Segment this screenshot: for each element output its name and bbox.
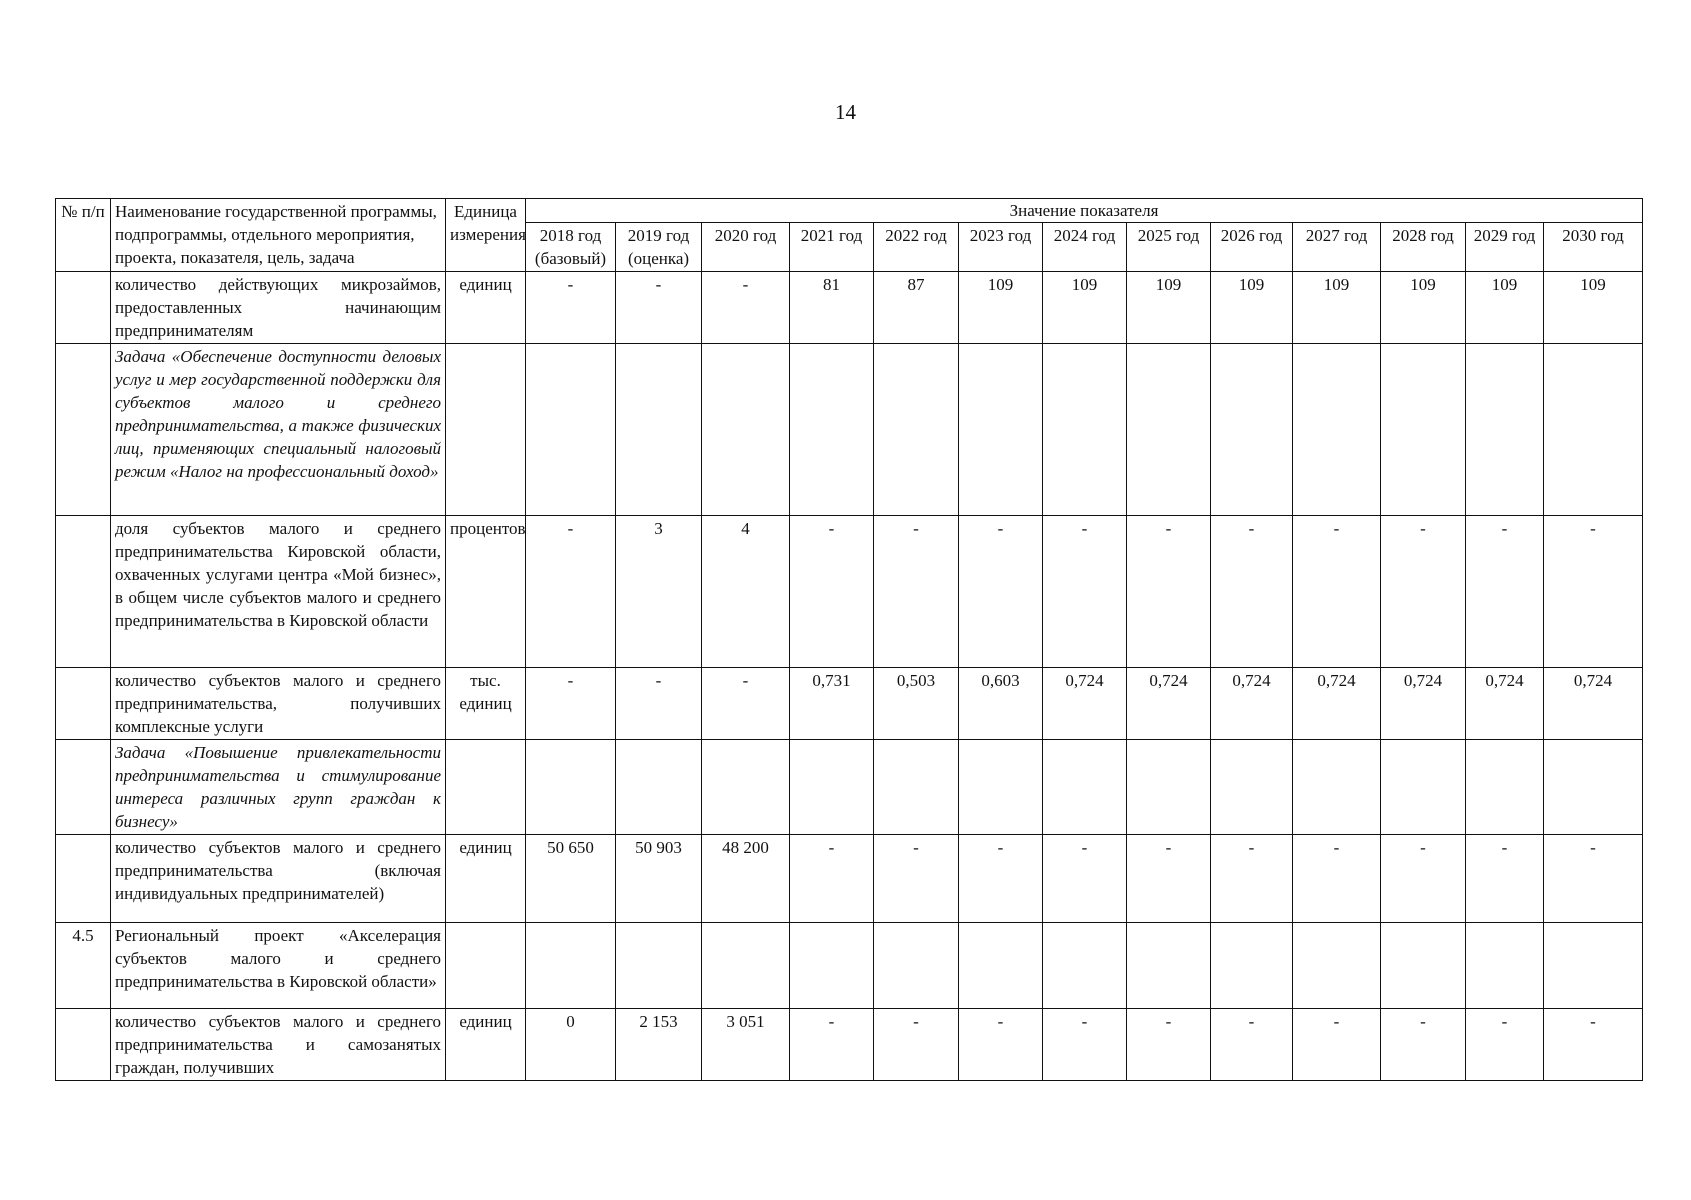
row-value [1293, 344, 1381, 516]
row-value: - [1211, 516, 1293, 668]
row-value [1293, 923, 1381, 1009]
row-value: 50 650 [526, 835, 616, 923]
header-value-group: Значение показателя [526, 199, 1643, 223]
row-value: 0,731 [790, 668, 874, 740]
table-body [56, 272, 1643, 1081]
row-value: - [1544, 1009, 1643, 1081]
table-row [56, 1009, 1643, 1081]
row-name: количество субъектов малого и среднего предпринимательства и самозанятых граждан, получивших [111, 1009, 446, 1081]
row-value: 109 [1043, 272, 1127, 344]
row-value: - [616, 668, 702, 740]
row-value: 109 [1293, 272, 1381, 344]
row-value: - [790, 1009, 874, 1081]
row-value: - [1544, 516, 1643, 668]
row-value: - [1211, 1009, 1293, 1081]
row-value [1544, 923, 1643, 1009]
row-number [56, 1009, 111, 1081]
header-year: 2027 год [1293, 223, 1381, 272]
row-value [526, 923, 616, 1009]
row-value: - [1381, 835, 1466, 923]
header-year: 2018 год (базовый) [526, 223, 616, 272]
row-unit: процентов [446, 516, 526, 668]
table-row [56, 272, 1643, 344]
row-value: - [702, 272, 790, 344]
row-number [56, 668, 111, 740]
row-value: - [1127, 1009, 1211, 1081]
header-year: 2020 год [702, 223, 790, 272]
row-value: 0,603 [959, 668, 1043, 740]
row-value: 87 [874, 272, 959, 344]
header-year: 2025 год [1127, 223, 1211, 272]
row-value: 109 [1544, 272, 1643, 344]
row-number [56, 740, 111, 835]
row-value: - [702, 668, 790, 740]
header-unit: Единица измерения [446, 199, 526, 272]
row-value: 50 903 [616, 835, 702, 923]
row-value: - [1381, 1009, 1466, 1081]
row-value [526, 344, 616, 516]
row-value [790, 344, 874, 516]
row-value [959, 344, 1043, 516]
row-value: - [1043, 516, 1127, 668]
row-value: 0,724 [1127, 668, 1211, 740]
row-value: - [526, 272, 616, 344]
table-row [56, 668, 1643, 740]
row-value [1043, 923, 1127, 1009]
row-value [526, 740, 616, 835]
row-value [702, 923, 790, 1009]
row-value [1127, 344, 1211, 516]
row-unit [446, 740, 526, 835]
row-value: - [874, 835, 959, 923]
table-row [56, 344, 1643, 516]
row-value [1381, 344, 1466, 516]
header-num: № п/п [56, 199, 111, 272]
row-value: 0,724 [1381, 668, 1466, 740]
row-value: - [874, 1009, 959, 1081]
row-value: - [526, 516, 616, 668]
row-value [959, 740, 1043, 835]
row-value [616, 923, 702, 1009]
row-value: 109 [959, 272, 1043, 344]
row-value [1211, 344, 1293, 516]
row-value: - [790, 835, 874, 923]
row-value: 3 051 [702, 1009, 790, 1081]
table-row [56, 923, 1643, 1009]
header-year: 2026 год [1211, 223, 1293, 272]
row-value [1466, 923, 1544, 1009]
indicators-table [55, 198, 1643, 1081]
header-year: 2024 год [1043, 223, 1127, 272]
row-number [56, 272, 111, 344]
row-value [616, 740, 702, 835]
header-year: 2019 год (оценка) [616, 223, 702, 272]
row-value: - [1293, 516, 1381, 668]
row-value [1544, 740, 1643, 835]
table-row [56, 740, 1643, 835]
row-value [1381, 923, 1466, 1009]
row-value: - [1127, 835, 1211, 923]
page-number: 14 [835, 100, 856, 124]
row-name: Задача «Обеспечение доступности деловых услуг и мер государственной поддержки для субъектов малого и среднего предпринимательства, а также физических лиц, применяющих специальный налоговый режим «Налог на профессиональный доход» [111, 344, 446, 516]
row-unit: единиц [446, 1009, 526, 1081]
row-value [1211, 740, 1293, 835]
header-year: 2023 год [959, 223, 1043, 272]
row-value [1043, 344, 1127, 516]
row-value: 109 [1381, 272, 1466, 344]
row-value: 0,503 [874, 668, 959, 740]
header-year: 2021 год [790, 223, 874, 272]
row-value: - [959, 835, 1043, 923]
row-value: - [1043, 1009, 1127, 1081]
row-value: 2 153 [616, 1009, 702, 1081]
row-value [1544, 344, 1643, 516]
row-value: 109 [1466, 272, 1544, 344]
row-name: доля субъектов малого и среднего предпринимательства Кировской области, охваченных услугами центра «Мой бизнес», в общем числе субъектов малого и среднего предпринимательства в Кировской области [111, 516, 446, 668]
table-row [56, 835, 1643, 923]
row-value: - [616, 272, 702, 344]
row-value: 109 [1211, 272, 1293, 344]
row-value: - [1127, 516, 1211, 668]
row-value [874, 740, 959, 835]
row-value: 0,724 [1466, 668, 1544, 740]
row-unit: единиц [446, 272, 526, 344]
row-value [1381, 740, 1466, 835]
row-value: 0,724 [1293, 668, 1381, 740]
row-value: 109 [1127, 272, 1211, 344]
header-year: 2029 год [1466, 223, 1544, 272]
row-value [616, 344, 702, 516]
row-value [1293, 740, 1381, 835]
row-name: количество субъектов малого и среднего предпринимательства (включая индивидуальных предпринимателей) [111, 835, 446, 923]
row-unit [446, 344, 526, 516]
row-name: Региональный проект «Акселерация субъектов малого и среднего предпринимательства в Кировской области» [111, 923, 446, 1009]
row-number: 4.5 [56, 923, 111, 1009]
row-value: - [959, 516, 1043, 668]
row-value: - [1466, 835, 1544, 923]
row-value: 4 [702, 516, 790, 668]
row-value [790, 740, 874, 835]
row-value: - [1293, 835, 1381, 923]
row-number [56, 344, 111, 516]
row-name: количество действующих микрозаймов, предоставленных начинающим предпринимателям [111, 272, 446, 344]
row-number [56, 516, 111, 668]
row-value: 81 [790, 272, 874, 344]
row-value: - [1381, 516, 1466, 668]
row-value [790, 923, 874, 1009]
row-value: - [526, 668, 616, 740]
row-value: - [959, 1009, 1043, 1081]
row-value: - [874, 516, 959, 668]
row-value: 0,724 [1043, 668, 1127, 740]
row-value: 0,724 [1544, 668, 1643, 740]
row-value [1466, 344, 1544, 516]
row-value: - [1466, 1009, 1544, 1081]
row-name: Задача «Повышение привлекательности предпринимательства и стимулирование интереса различных групп граждан к бизнесу» [111, 740, 446, 835]
row-name: количество субъектов малого и среднего предпринимательства, получивших комплексные услуги [111, 668, 446, 740]
row-unit: единиц [446, 835, 526, 923]
row-value: 48 200 [702, 835, 790, 923]
row-value [1211, 923, 1293, 1009]
row-value [702, 344, 790, 516]
header-year: 2030 год [1544, 223, 1643, 272]
row-value [874, 344, 959, 516]
header-row-1 [56, 199, 1643, 223]
row-value [1043, 740, 1127, 835]
row-value: 0 [526, 1009, 616, 1081]
row-value [959, 923, 1043, 1009]
header-year: 2028 год [1381, 223, 1466, 272]
row-unit: тыс. единиц [446, 668, 526, 740]
row-value: - [1544, 835, 1643, 923]
row-value [1127, 923, 1211, 1009]
row-value [874, 923, 959, 1009]
table-row [56, 516, 1643, 668]
row-value [1127, 740, 1211, 835]
row-value: - [1211, 835, 1293, 923]
header-name: Наименование государственной программы, подпрограммы, отдельного мероприятия, проекта, показателя, цель, задача [111, 199, 446, 272]
row-unit [446, 923, 526, 1009]
table-header [56, 199, 1643, 272]
row-number [56, 835, 111, 923]
row-value: - [1293, 1009, 1381, 1081]
row-value: 0,724 [1211, 668, 1293, 740]
row-value: 3 [616, 516, 702, 668]
header-year: 2022 год [874, 223, 959, 272]
row-value: - [1043, 835, 1127, 923]
row-value: - [790, 516, 874, 668]
row-value [702, 740, 790, 835]
row-value [1466, 740, 1544, 835]
row-value: - [1466, 516, 1544, 668]
